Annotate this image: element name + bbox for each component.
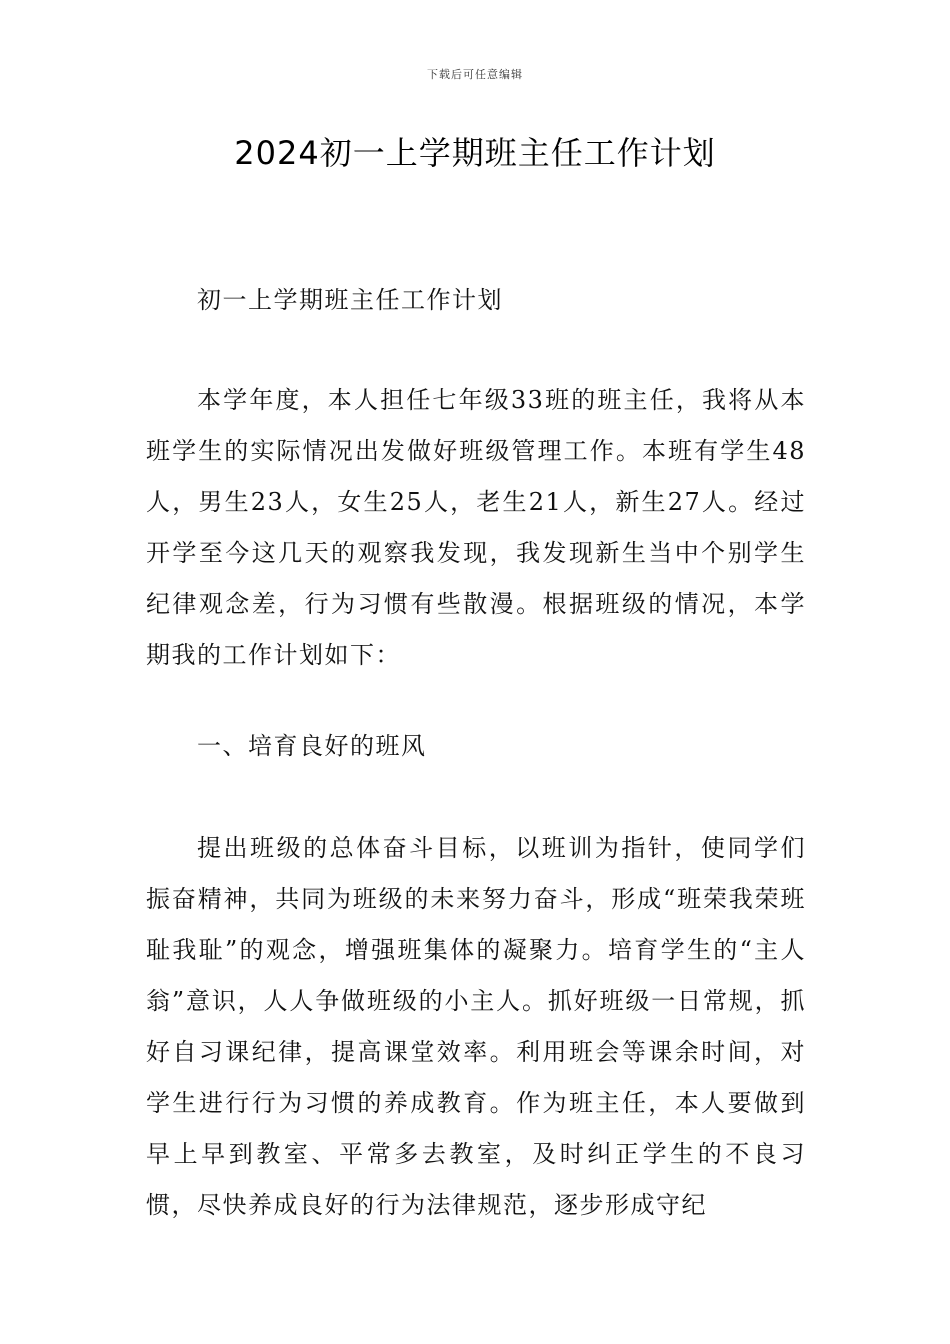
paragraph-class-spirit: 提出班级的总体奋斗目标，以班训为指针，使同学们振奋精神，共同为班级的未来努力奋斗，形成“班荣我荣班耻我耻”的观念，增强班集体的凝聚力。培育学生的“主人翁”意识，人人争做班级的小主人。抓好班级一日常规，抓好自习课纪律，提高课堂效率。利用班会等课余时间，对学生进行行为习惯的养成教育。作为班主任，本人要做到早上早到教室、平常多去教室，及时纠正学生的不良习惯，尽快养成良好的行为法律规范，逐步形成守纪: [146, 834, 806, 1219]
paragraph-intro: 本学年度，本人担任七年级33班的班主任，我将从本班学生的实际情况出发做好班级管理工作。本班有学生48人，男生23人，女生25人，老生21人，新生27人。经过开学至今这几天的观察我发现，我发现新生当中个别学生纪律观念差，行为习惯有些散漫。根据班级的情况，本学期我的工作计划如下：: [146, 386, 806, 669]
header-note: 下载后可任意编辑: [427, 68, 523, 81]
section-heading: 一、培育良好的班风: [197, 732, 427, 760]
document-subtitle: 初一上学期班主任工作计划: [197, 286, 503, 314]
document-title: 2024初一上学期班主任工作计划: [234, 134, 716, 172]
